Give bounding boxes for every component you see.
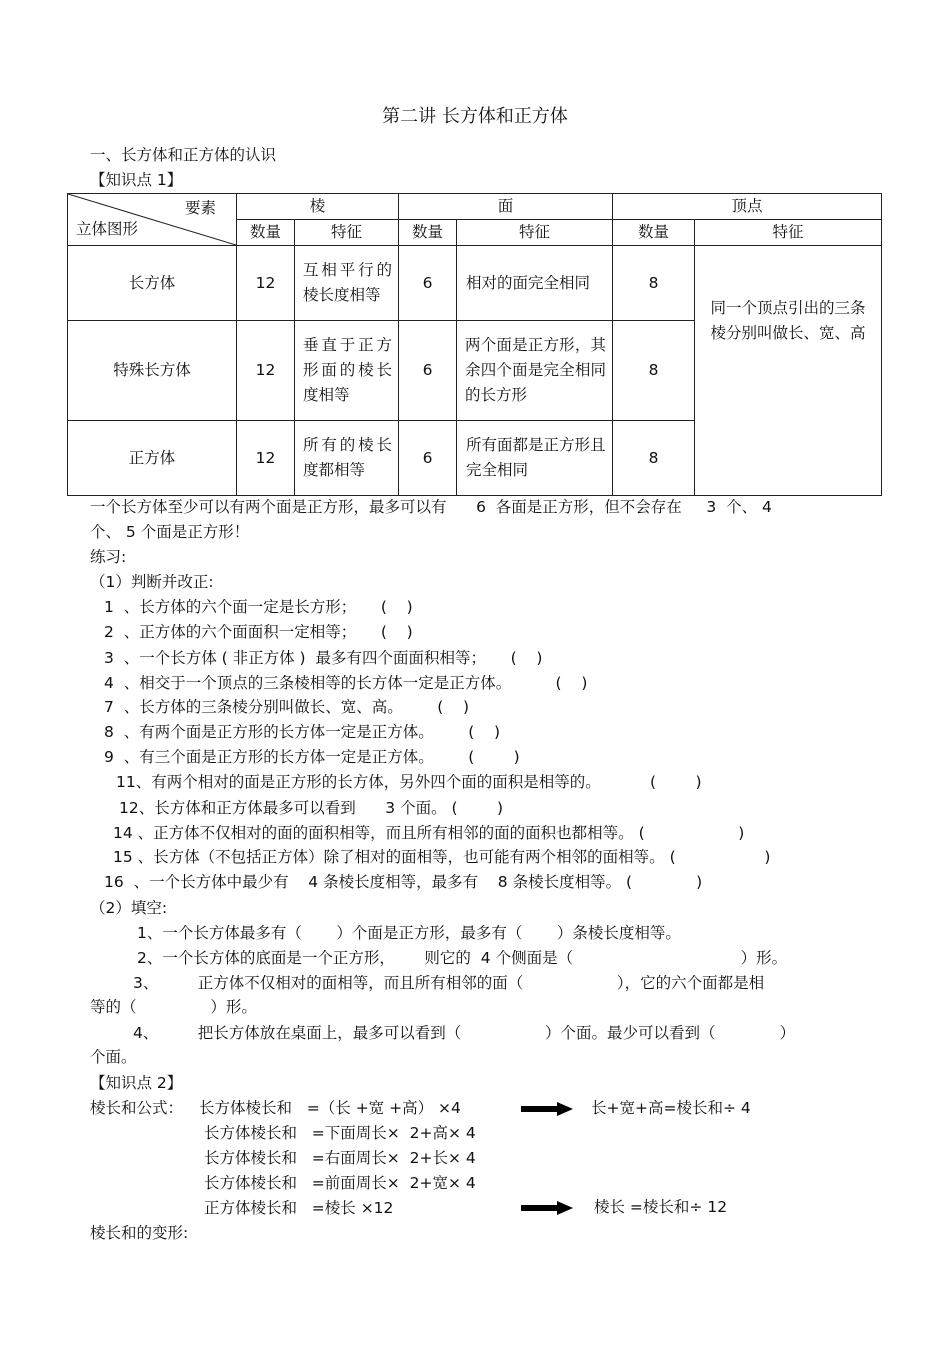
knowledge-point-2: 【知识点 2】 bbox=[90, 1074, 183, 1092]
edge-count: 12 bbox=[237, 321, 295, 421]
vertex-count: 8 bbox=[613, 246, 695, 321]
edge-feature: 互相平行的棱长度相等 bbox=[295, 246, 399, 321]
practice-heading: 练习: bbox=[90, 548, 127, 566]
corner-top-label: 要素 bbox=[184, 199, 216, 217]
face-count: 6 bbox=[399, 321, 457, 421]
judge-item: 16 、一个长方体中最少有 4 条棱长度相等，最多有 8 条棱长度相等。 ( ) bbox=[104, 873, 703, 891]
formula-line: 长方体棱长和 =下面周长× 2+高× 4 bbox=[204, 1124, 476, 1142]
edge-count: 12 bbox=[237, 421, 295, 496]
fill-item: 等的（ ）形。 bbox=[90, 998, 257, 1016]
subheader-face-count: 数量 bbox=[399, 220, 457, 246]
judge-item: 12、长方体和正方体最多可以看到 3 个面。 ( ) bbox=[119, 799, 504, 817]
judge-heading: （1）判断并改正: bbox=[90, 573, 214, 591]
judge-item: 3 、一个长方体 ( 非正方体 ) 最多有四个面面积相等； ( ) bbox=[104, 649, 543, 667]
fill-item: 4、 把长方体放在桌面上，最多可以看到（ ）个面。最少可以看到（ ） bbox=[133, 1024, 796, 1042]
judge-item: 15 、长方体（不包括正方体）除了相对的面相等，也可能有两个相邻的面相等。 ( ) bbox=[113, 848, 771, 866]
formula-line: 长方体棱长和 =右面周长× 2+长× 4 bbox=[204, 1149, 476, 1167]
subheader-edge-feature: 特征 bbox=[295, 220, 399, 246]
header-vertex: 顶点 bbox=[613, 194, 882, 220]
face-count: 6 bbox=[399, 421, 457, 496]
fill-item: 1、一个长方体最多有（ ）个面是正方形，最多有（ ）条棱长度相等。 bbox=[137, 924, 681, 942]
note-line-1: 一个长方体至少可以有两个面是正方形，最多可以有 6 各面是正方形，但不会存在 3 个、 4 bbox=[90, 498, 772, 516]
table-row bbox=[68, 246, 882, 321]
fill-heading: （2）填空: bbox=[90, 899, 168, 917]
arrow-right-icon bbox=[521, 1201, 573, 1215]
row-name: 特殊长方体 bbox=[68, 321, 237, 421]
judge-item: 11、有两个相对的面是正方形的长方体，另外四个面的面积是相等的。 ( ) bbox=[116, 773, 702, 791]
judge-item: 4 、相交于一个顶点的三条棱相等的长方体一定是正方体。 ( ) bbox=[104, 674, 588, 692]
judge-item: 9 、有三个面是正方形的长方体一定是正方体。 ( ) bbox=[104, 748, 520, 766]
formula-result: 长+宽+高=棱长和÷ 4 bbox=[591, 1099, 751, 1117]
subheader-edge-count: 数量 bbox=[237, 220, 295, 246]
arrow-right-icon bbox=[521, 1102, 573, 1116]
judge-item: 14 、正方体不仅相对的面的面积相等，而且所有相邻的面的面积也都相等。 ( ) bbox=[113, 824, 745, 842]
vertex-count: 8 bbox=[613, 321, 695, 421]
edge-feature: 所有的棱长度都相等 bbox=[295, 421, 399, 496]
subheader-face-feature: 特征 bbox=[457, 220, 613, 246]
subheader-vertex-feature: 特征 bbox=[695, 220, 882, 246]
formula-result: 棱长 =棱长和÷ 12 bbox=[594, 1198, 728, 1216]
formula-line: 正方体棱长和 =棱长 ×12 bbox=[204, 1199, 394, 1217]
corner-bottom-label: 立体图形 bbox=[76, 220, 139, 238]
formula-label: 棱长和公式： bbox=[90, 1099, 184, 1117]
header-face: 面 bbox=[399, 194, 613, 220]
fill-item: 2、一个长方体的底面是一个正方形， 则它的 4 个侧面是（ ）形。 bbox=[137, 949, 788, 967]
vertex-feature: 同一个顶点引出的三条棱分别叫做长、宽、高 bbox=[695, 246, 882, 496]
page-title: 第二讲 长方体和正方体 bbox=[382, 106, 568, 127]
subheader-vertex-count: 数量 bbox=[613, 220, 695, 246]
row-name: 长方体 bbox=[68, 246, 237, 321]
formula-line: 长方体棱长和 =前面周长× 2+宽× 4 bbox=[204, 1174, 476, 1192]
judge-item: 1 、长方体的六个面一定是长方形； ( ) bbox=[104, 598, 413, 616]
face-feature: 所有面都是正方形且完全相同 bbox=[457, 421, 613, 496]
judge-item: 7 、长方体的三条棱分别叫做长、宽、高。 ( ) bbox=[104, 698, 470, 716]
fill-item: 个面。 bbox=[90, 1048, 137, 1066]
judge-item: 8 、有两个面是正方形的长方体一定是正方体。 ( ) bbox=[104, 723, 501, 741]
header-edge: 棱 bbox=[237, 194, 399, 220]
row-name: 正方体 bbox=[68, 421, 237, 496]
edge-count: 12 bbox=[237, 246, 295, 321]
edge-feature: 垂直于正方形面的棱长度相等 bbox=[295, 321, 399, 421]
fill-item: 3、 正方体不仅相对的面相等，而且所有相邻的面（ ），它的六个面都是相 bbox=[133, 974, 765, 992]
note-line-2: 个、 5 个面是正方形！ bbox=[90, 523, 250, 541]
solid-properties-table bbox=[67, 193, 882, 496]
face-count: 6 bbox=[399, 246, 457, 321]
formula-line: 长方体棱长和 =（长 +宽 +高） ×4 bbox=[199, 1099, 461, 1117]
judge-item: 2 、正方体的六个面面积一定相等； ( ) bbox=[104, 623, 413, 641]
face-feature: 两个面是正方形，其余四个面是完全相同的长方形 bbox=[457, 321, 613, 421]
knowledge-point-1: 【知识点 1】 bbox=[90, 171, 183, 189]
vertex-count: 8 bbox=[613, 421, 695, 496]
table-corner-cell bbox=[68, 194, 237, 246]
variant-heading: 棱长和的变形: bbox=[90, 1224, 189, 1242]
face-feature: 相对的面完全相同 bbox=[457, 246, 613, 321]
section-heading: 一、长方体和正方体的认识 bbox=[90, 146, 277, 164]
